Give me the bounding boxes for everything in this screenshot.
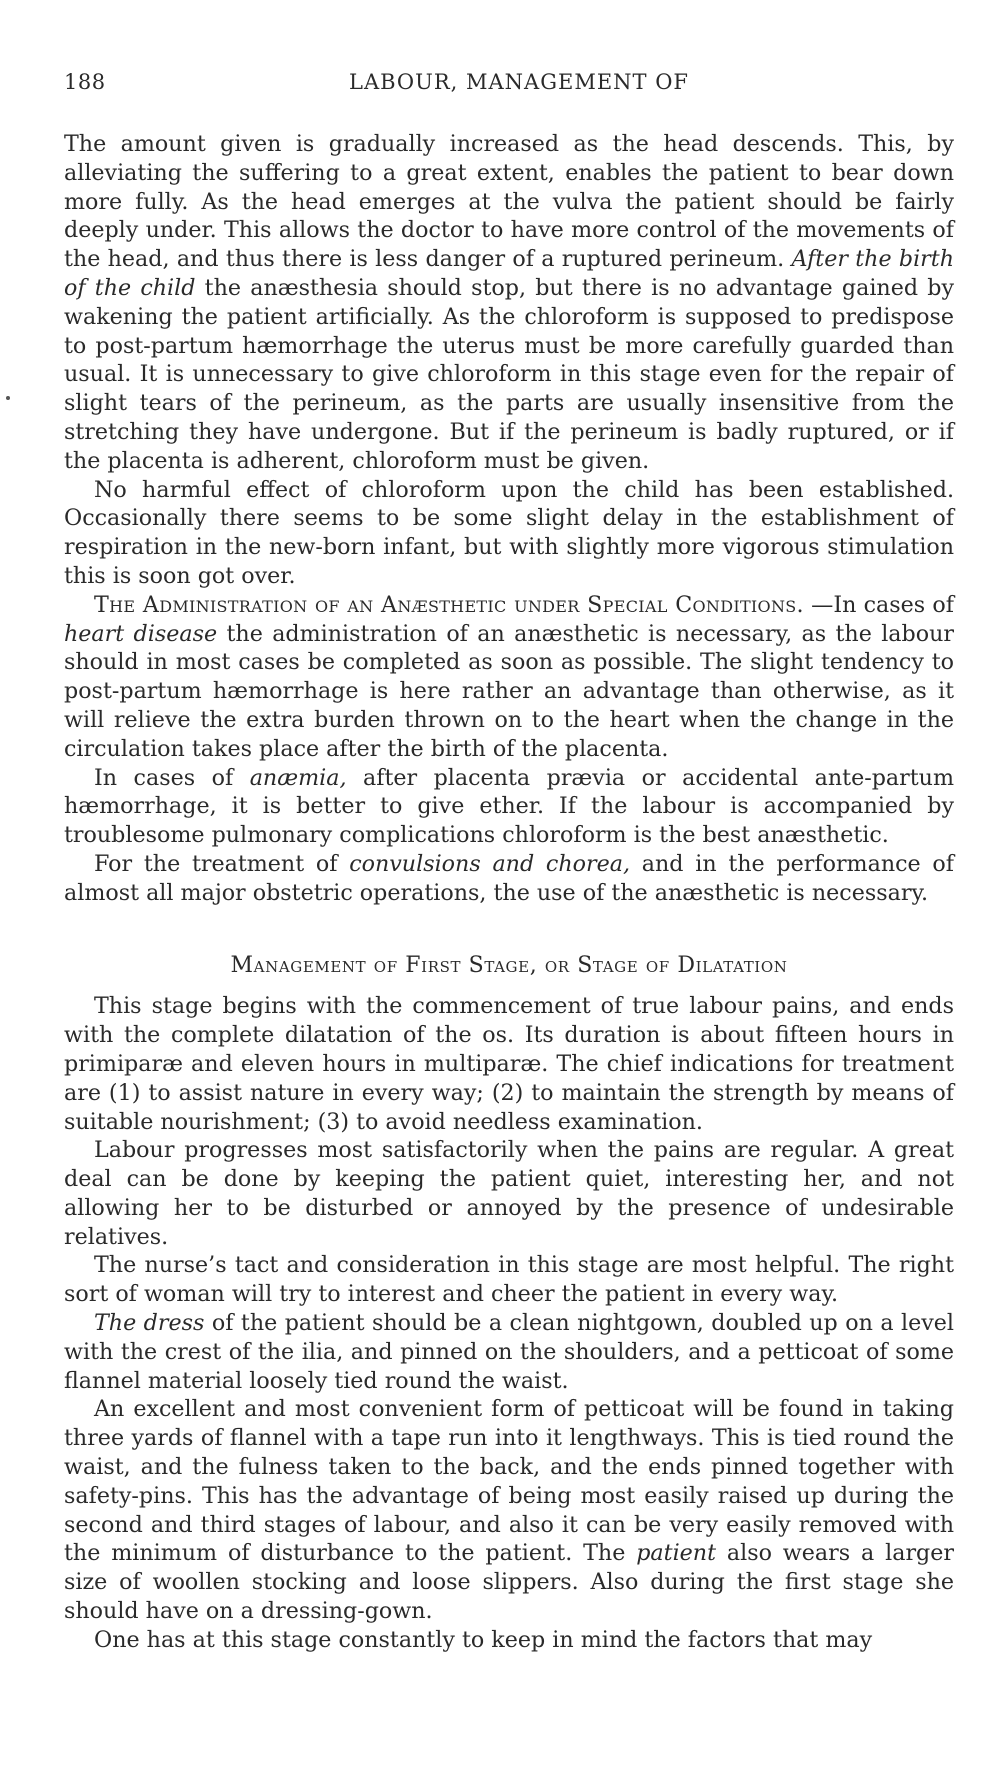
body-text [64,130,954,1655]
emphasis: convulsions and chorea, [349,850,631,877]
run-in-heading: The Administration of an Anæsthetic under Special Conditions. [94,591,804,618]
page-number: 188 [64,70,106,94]
emphasis: After the birth of the child [64,246,954,301]
section-heading: Management of First Stage, or Stage of Dilatation [230,952,788,978]
paragraph-first-stage: This stage begins with the commencement of true labour pains, and ends with the complete dilatation of the os. Its duration is about fifteen hours in primiparæ and eleven hours in multiparæ. The chief indications for treatment are (1) to assist nature in every way; (2) to maintain the strength by means of suitable nourishment; (3) to avoid needless examination. [64,993,954,1135]
paragraph-chloroform-amount: The amount given is gradually increased as the head descends. This, by alleviating the suffering to a great extent, enables the patient to bear down more fully. As the head emerges at the vulva the patient should be fairly deeply under. This allows the doctor to have more control of the movements of the head, and thus there is less danger of a ruptured perineum. After the birth of the child the anæsthesia should stop, but there is no advantage gained by wakening the patient artificially. As the chloroform is supposed to predispose to post-partum hæmorrhage the uterus must be more carefully guarded than usual. It is unnecessary to give chloroform in this stage even for the repair of slight tears of the perineum, as the parts are usually insensitive from the stretching they have undergone. But if the perineum is badly ruptured, or if the placenta is adherent, chloroform must be given. [64,131,954,474]
running-head: LABOUR, MANAGEMENT OF [349,70,689,94]
paragraph-factors: One has at this stage constantly to keep in mind the factors that may [94,1626,873,1653]
paragraph-labour-progress: Labour progresses most satisfactorily when the pains are regular. A great deal can be done by keeping the patient quiet, interesting her, and not allowing her to be disturbed or annoyed by the presence of undesirable relatives. [64,1137,954,1250]
margin-mark [6,396,10,400]
emphasis: The dress [94,1310,205,1337]
paragraph-convulsions: For the treatment of convulsions and chorea, and in the performance of almost all major obstetric operations, the use of the anæsthetic is necessary. [64,850,954,906]
emphasis: anæmia, [249,764,347,791]
paragraph-anaemia: In cases of anæmia, after placenta prævia or accidental ante-partum hæmorrhage, it is better to give ether. If the labour is accompanied by troublesome pulmonary complications chloroform is the best anæsthetic. [64,764,954,849]
paragraph-petticoat: An excellent and most convenient form of petticoat will be found in taking three yards of flannel with a tape run into it lengthways. This is tied round the waist, and the fulness taken to the back, and the ends pinned together with safety-pins. This has the advantage of being most easily raised up during the second and third stages of labour, and also it can be very easily removed with the minimum of disturbance to the patient. The patient also wears a larger size of woollen stocking and loose slippers. Also during the first stage she should have on a dressing-gown. [64,1396,954,1625]
paragraph-nurse: The nurse’s tact and consideration in this stage are most helpful. The right sort of woman will try to interest and cheer the patient in every way. [64,1252,954,1308]
emphasis: patient [636,1540,716,1567]
paragraph-dress: The dress of the patient should be a clean nightgown, doubled up on a level with the crest of the ilia, and pinned on the shoulders, and a petticoat of some flannel material loosely tied round the waist. [64,1310,955,1394]
page-header [64,70,934,110]
paragraph-effect-on-child: No harmful effect of chloroform upon the child has been established. Occasionally there seems to be some slight delay in the establishment of respiration in the new-born infant, but with slightly more vigorous stimulation this is soon got over. [64,476,954,589]
emphasis: heart disease [64,620,218,647]
paragraph-special-conditions: The Administration of an Anæsthetic under Special Conditions. —In cases of heart disease the administration of an anæsthetic is necessary, as the labour should in most cases be completed as soon as possible. The slight tendency to post-partum hæmorrhage is here rather an advantage than otherwise, as it will relieve the extra burden thrown on to the heart when the change in the circulation takes place after the birth of the placenta. [64,591,954,762]
